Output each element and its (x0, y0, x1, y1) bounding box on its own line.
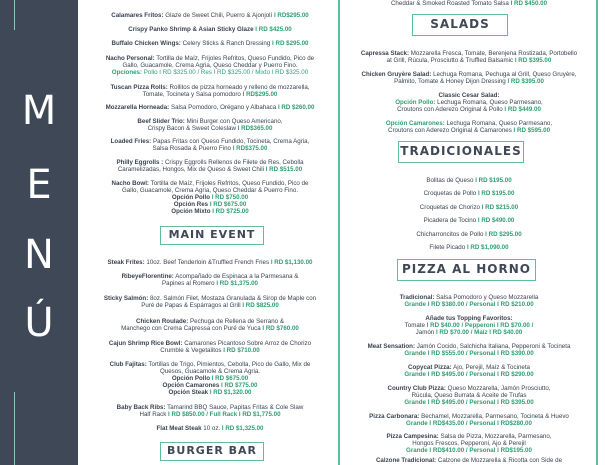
menu-item: Capressa Stack: Mozzarella Fresca, Tomate, Berenjena Rostizada, Portobello (360, 50, 578, 57)
sidebar-rule-top (14, 0, 15, 30)
menu-item: Classic Cesar Salad: (438, 92, 500, 99)
menu-item-option: Opción Camarones: Lechuga Romana, Queso Parmesano, (385, 120, 553, 127)
menu-item-price: Grande I RD $380.00 / Personal I RD $210.00 (404, 301, 534, 308)
menu-item-price: Grande I RD $555.00 / Personal I RD $390.00 (404, 350, 534, 357)
section-heading-pizza-al-horno: PIZZA AL HORNO (397, 259, 536, 281)
menu-item: Club Fajitas: Tortillas de Trigo, Pimientos, Cebolla, Pico de Gallo, Mix de (109, 361, 311, 368)
menu-item: Country Club Pizza: Queso Mozzarella, Jamón Prosciutto, (387, 385, 551, 392)
menu-item-desc: Manchego con Crema Capressa con Puré de Yuca I RD $760.00 (121, 325, 299, 332)
menu-item: Pizza Carbonara: Bechamel, Mozzarella, Parmesano, Tocineta & Huevo (369, 413, 569, 420)
section-heading-tradicionales: TRADICIONALES (398, 141, 524, 163)
section-heading-burger-bar: BURGER BAR (160, 442, 264, 461)
menu-item-desc: Caramelizadas, Hongos, Mix de Queso & Sweet Chili I RD $515.00 (117, 166, 303, 173)
menu-item: Baby Back Ribs: Tamarind BBQ Sauce, Papitas Fritas & Cole Slaw (116, 404, 304, 411)
menu-item: Mozzarella Horneada: Salsa Pomodoro, Orégano y Albahaca I RD $260.00 (105, 104, 315, 111)
menu-item: Loaded Fries: Papas Fritas con Queso Fundido, Tocineta, Crema Agria, (110, 138, 310, 145)
menu-item-desc: Rúcula, Queso Burrata & Aceite de Trufas (411, 392, 527, 399)
menu-item: Nacho Personal: Tortilla de Maíz, Frijoles Refritos, Queso Fundido, Pico de (105, 55, 315, 62)
menu-item-desc: Palmito, Tomate & Honey Dijon Dressing I RD $395.00 (394, 78, 544, 85)
menu-item: Flat Meat Steak 10 oz. I RD $1,325.00 (156, 425, 264, 432)
menu-item: Chicharroncitos de Pollo I RD $295.00 (416, 231, 522, 238)
menu-item-option: Opción Pollo: Lechuga Romana, Queso Parmesano, (395, 99, 543, 106)
menu-item-price: Grande I RD$410.00 / Personal I RD$195.00 (406, 447, 532, 454)
menu-item: Steak Frites: 10oz. Beef Tenderloin &Truffled French Fries I RD $1,130.00 (107, 259, 313, 266)
menu-item-option: Opción Steak I RD $1,320.00 (168, 389, 252, 396)
menu-sidebar (0, 0, 78, 465)
menu-item: Tradicional: Salsa Pomodoro y Queso Mozzarella (399, 294, 539, 301)
menu-item-desc: Half Rack I RD $850.00 / Full Rack I RD $1,775.00 (139, 411, 281, 418)
menu-item-desc: Hongos Frescos, Pepperoni, Ajo & Perejil (412, 440, 526, 447)
menu-item-desc: Salsa Rosada & Puerro Fino I RD$375.00 (152, 145, 268, 152)
menu-item-desc: Gallo, Guacamole, Crema Agria, Queso Cheddar & Puerro Fino. (121, 187, 299, 194)
menu-item-price: Grande I RD$435.00 / Personal I RD$280.00 (406, 420, 532, 427)
menu-item-desc: at Grill, Rúcula, Prosciutto & Truffled Balsamic I RD $395.00 (386, 57, 552, 64)
menu-item: Copycat Pizza: Ajo, Perejil, Maíz & Tocineta (408, 364, 530, 371)
menu-item: Cajun Shrimp Rice Bowl: Camarones Picantoso Sobre Arroz de Chorizo (108, 340, 312, 347)
sidebar-letter-n: N (24, 232, 54, 278)
menu-item-desc: Papines al Romero I RD $1,375.00 (162, 280, 258, 287)
menu-item: Calamares Fritos: Glaze de Sweet Chili, Puerro & Ajonjolí I RD$295.00 (111, 12, 309, 19)
menu-item-desc: Puré de Papas & Espárragos al Grill I RD $825.00 (141, 302, 279, 309)
menu-item-desc: Tomate, Tocineta y Salsa pomodoro I RD$295.00 (142, 91, 278, 98)
menu-item: Croquetas de Pollo I RD $195.00 (423, 190, 515, 197)
menu-item-desc: Gallo, Guacamole, Crema Agria, Queso Cheddar y Puerro Fino. (122, 62, 298, 69)
menu-item: Crispy Panko Shrimp & Asian Sticky Glaze I RD $425.00 (128, 26, 292, 33)
sidebar-rule-bottom (14, 392, 15, 465)
menu-item-price: Grande I RD $495.00 / Personal I RD $395.00 (404, 399, 534, 406)
menu-item-desc: Jamón I RD $70.00 / Maíz I RD $40.00 (415, 329, 523, 336)
menu-item: Bolitas de Queso I RD $195.00 (426, 177, 512, 184)
menu-item-desc: Croutons con Aderezo Original & Camarones I RD $595.00 (387, 127, 551, 134)
column-divider-right (596, 0, 598, 465)
menu-item: Filete Picado I RD $1,090.00 (429, 244, 509, 251)
sidebar-letter-m: M (21, 88, 57, 134)
menu-item: Chicken Gruyère Salad: Lechuga Romana, Pechuga al Grill, Queso Gruyère, (361, 71, 577, 78)
menu-item: Croquetas de Chorizo I RD $215.00 (419, 204, 519, 211)
menu-item-option: Opción Res I RD $675.00 (173, 201, 247, 208)
menu-item-desc: Quesos, Guacamole & Crema Agria. (159, 368, 261, 375)
menu-item-desc: Crumble & Vegetalitos I RD $710.00 (160, 347, 260, 354)
menu-item: Beef Slider Trio: Mini Burger con Queso Americano, (137, 118, 283, 125)
menu-item-price: Grande I RD $495.00 / Personal I RD $290.00 (404, 371, 534, 378)
menu-item: Chicken Roulade: Pechuga de Rellena de Serrano & (136, 318, 284, 325)
menu-item: Nacho Bowl: Tortilla de Maíz, Frijoles Refritos, Queso Fundido, Pico de (111, 180, 309, 187)
sidebar-letter-u: Ú (24, 300, 54, 346)
menu-item: Tuscan Pizza Rolls: Rollitos de pizza horneado y relleno de mozzarella, (110, 84, 310, 91)
menu-item-option: Opción Pollo I RD $675.00 (171, 375, 249, 382)
menu-item-option: Opción Pollo I RD $750.00 (171, 194, 249, 201)
menu-item-desc: Tomate I RD $40.00 / Pepperoni I RD $70.00 / (404, 322, 534, 329)
menu-item: Sticky Salmón: 8oz. Salmón Filet, Mostaza Granulada & Sirop de Maple con (103, 295, 317, 302)
section-heading-salads: SALADS (412, 14, 508, 36)
menu-item-option: Opción Camarones I RD $775.00 (162, 382, 258, 389)
menu-item-desc: Crispy Bacon & Sweet Coleslaw I RD$365.00 (147, 125, 273, 132)
menu-item-option: Opción Mixto I RD $725.00 (171, 208, 249, 215)
section-heading-main-event: MAIN EVENT (160, 226, 264, 245)
menu-item-desc: Cheddar & Smoked Roasted Tomato Salsa I RD $450.00 (390, 0, 548, 7)
menu-item-options: Opciones: Pollo I RD $325.00 / Res I RD $325.00 / Mixto I RD $325.00 (111, 69, 309, 76)
menu-item: RibeyeFlorentine: Acompañado de Espinaca a la Parmesana & (121, 273, 299, 280)
menu-item-desc: Croutons con Aderezo Original & Pollo I RD $449.00 (397, 106, 541, 113)
menu-item: Philly Eggrolls : Crispy Eggrolls Rellenos de Filete de Res, Cebolla (116, 159, 304, 166)
menu-item: Meat Sensation: Jamón Cocido, Salchicha Italiana, Pepperoni & Tocineta (367, 343, 571, 350)
menu-item: Calzone Tradicional: Calzone de Mozzarella & Ricotta con Side de (375, 457, 563, 464)
sidebar-letter-e: E (26, 162, 52, 208)
menu-item: Añade tus Topping Favoritos: (425, 315, 513, 322)
menu-item: Buffalo Chicken Wings: Celery Sticks & Ranch Dressing I RD $295.00 (111, 40, 309, 47)
menu-item: Pizza Campesina: Salsa de Pizza, Mozzarella, Parmesano, (386, 433, 552, 440)
column-divider-left (338, 0, 340, 465)
menu-item: Picadera de Tocino I RD $490.00 (423, 217, 515, 224)
